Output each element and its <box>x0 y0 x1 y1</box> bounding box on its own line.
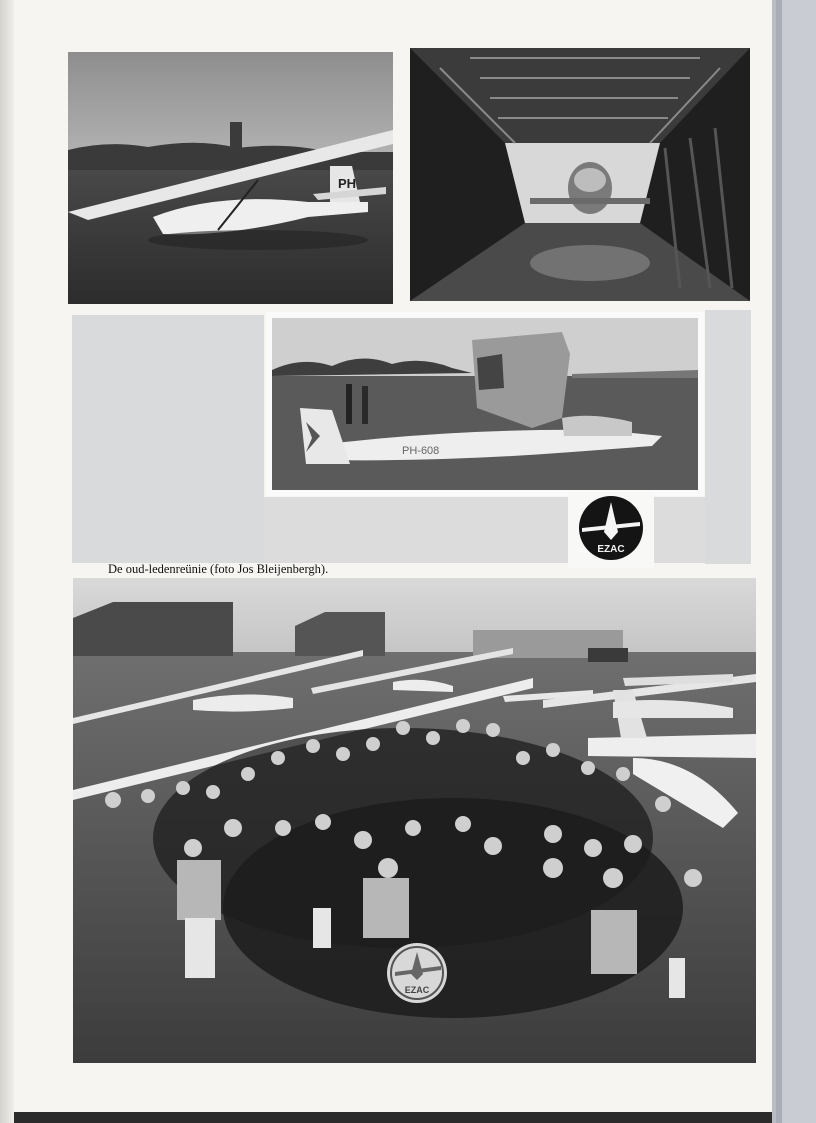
photo-hangar-interior <box>410 48 750 301</box>
ezac-logo-text: EZAC <box>597 544 625 555</box>
photo-glider-on-field <box>68 52 393 304</box>
grey-panel-bottom <box>264 497 568 563</box>
page-bottom-edge <box>14 1112 772 1123</box>
page-binding-edge <box>0 0 14 1123</box>
glider-tail-letters: PH <box>338 176 357 191</box>
photo-caption: De oud-ledenreünie (foto Jos Bleijenbergh). <box>108 562 329 576</box>
glider-registration: PH-608 <box>402 445 440 457</box>
grey-panel-left <box>72 315 264 563</box>
grey-panel-right <box>705 310 751 564</box>
ezac-stamp-text: EZAC <box>404 985 430 995</box>
ezac-logo-card <box>568 492 654 568</box>
photo-group-reunion <box>73 578 756 1063</box>
grey-panel-bottom-right <box>654 497 705 563</box>
photo-glider-close-up <box>266 312 704 496</box>
